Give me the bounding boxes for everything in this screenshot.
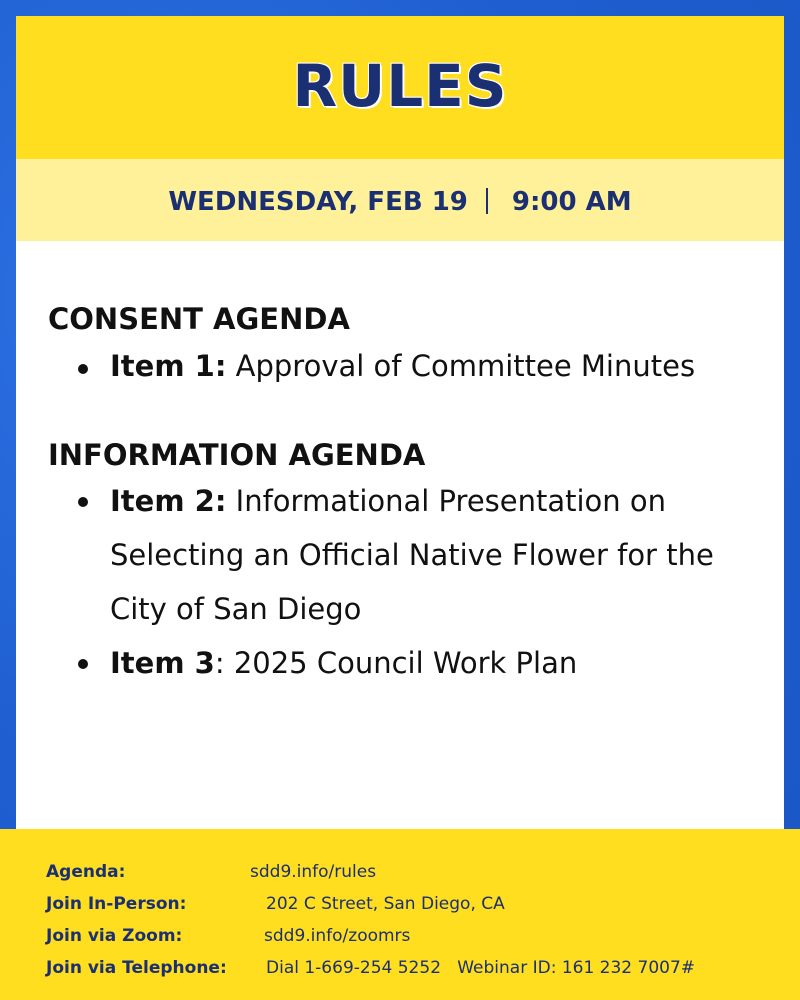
inperson-label: Join In-Person:: [46, 894, 187, 914]
consent-agenda-list: [48, 344, 748, 388]
agenda-item-text: Informational Presentation on Selecting an Official Native Flower for the City of San Diego: [110, 484, 714, 626]
zoom-label: Join via Zoom:: [46, 926, 183, 946]
consent-agenda-heading: CONSENT AGENDA: [48, 302, 350, 336]
agenda-item-3: [48, 636, 748, 690]
agenda-item-text: : 2025 Council Work Plan: [214, 646, 578, 680]
meeting-time: 9:00 AM: [511, 187, 632, 217]
agenda-item-label: Item 3: [110, 646, 215, 680]
agenda-item-2: [48, 474, 748, 636]
meeting-info-footer: [0, 829, 800, 1000]
agenda-content: [48, 300, 748, 690]
telephone-label: Join via Telephone:: [46, 958, 227, 978]
agenda-item-text: Approval of Committee Minutes: [226, 349, 696, 383]
agenda-item-1: [48, 344, 748, 388]
page-title: RULES: [292, 52, 508, 120]
date-banner: [16, 159, 784, 241]
agenda-link-label: Agenda:: [46, 862, 126, 882]
date-time-divider: [486, 188, 488, 214]
information-agenda-heading: INFORMATION AGENDA: [48, 438, 426, 472]
agenda-item-label: Item 1:: [110, 349, 227, 383]
title-banner: [16, 16, 784, 159]
information-agenda-list: [48, 474, 748, 690]
telephone-details: Dial 1-669-254 5252 Webinar ID: 161 232 7007#: [266, 958, 696, 978]
inperson-address: 202 C Street, San Diego, CA: [266, 894, 505, 914]
meeting-date: WEDNESDAY, FEB 19: [168, 187, 468, 217]
zoom-link[interactable]: sdd9.info/zoomrs: [264, 926, 411, 946]
agenda-link[interactable]: sdd9.info/rules: [250, 862, 377, 882]
meeting-datetime: [16, 187, 784, 217]
agenda-item-label: Item 2:: [110, 484, 227, 518]
